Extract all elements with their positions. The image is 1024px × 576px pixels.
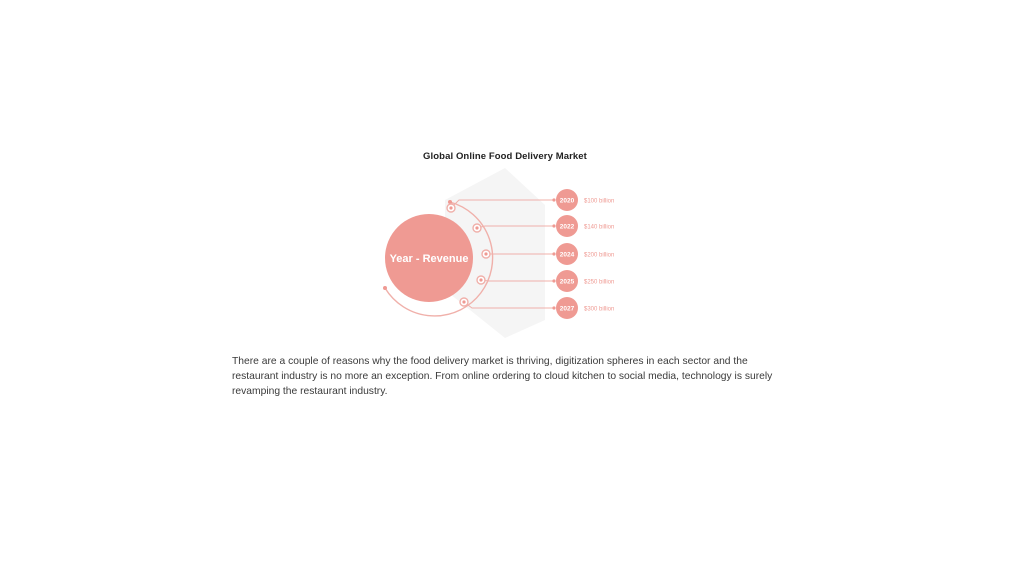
arc-node-dot xyxy=(484,252,487,255)
revenue-label: $100 billion xyxy=(584,198,615,205)
revenue-label: $300 billion xyxy=(584,306,615,313)
connector-end-dot xyxy=(552,306,555,309)
connector-end-dot xyxy=(552,224,555,227)
revenue-label: $250 billion xyxy=(584,279,615,286)
revenue-label: $200 billion xyxy=(584,252,615,259)
year-label: 2025 xyxy=(559,278,575,286)
arc-node-dot xyxy=(462,300,465,303)
center-label: Year - Revenue xyxy=(389,253,469,265)
description-paragraph: There are a couple of reasons why the food delivery market is thriving, digitization spheres in each sector and the restaurant industry is no more an exception. From online ordering to cloud kitchen to social media, technology is surely revamping the restaurant industry. xyxy=(232,356,773,397)
connector-end-dot xyxy=(552,252,555,255)
revenue-label: $140 billion xyxy=(584,224,615,231)
connector-end-dot xyxy=(552,198,555,201)
year-label: 2027 xyxy=(559,305,575,313)
arc-node-dot xyxy=(449,206,452,209)
arc-end-dot xyxy=(383,286,387,290)
year-label: 2024 xyxy=(559,251,575,259)
arc-node-dot xyxy=(475,226,478,229)
arc-node-dot xyxy=(479,278,482,281)
year-revenue-diagram xyxy=(370,160,650,340)
year-label: 2020 xyxy=(559,197,575,205)
connector-end-dot xyxy=(552,279,555,282)
infographic-title: Global Online Food Delivery Market xyxy=(423,151,587,162)
diagram-canvas xyxy=(370,160,650,340)
year-label: 2022 xyxy=(559,223,575,231)
